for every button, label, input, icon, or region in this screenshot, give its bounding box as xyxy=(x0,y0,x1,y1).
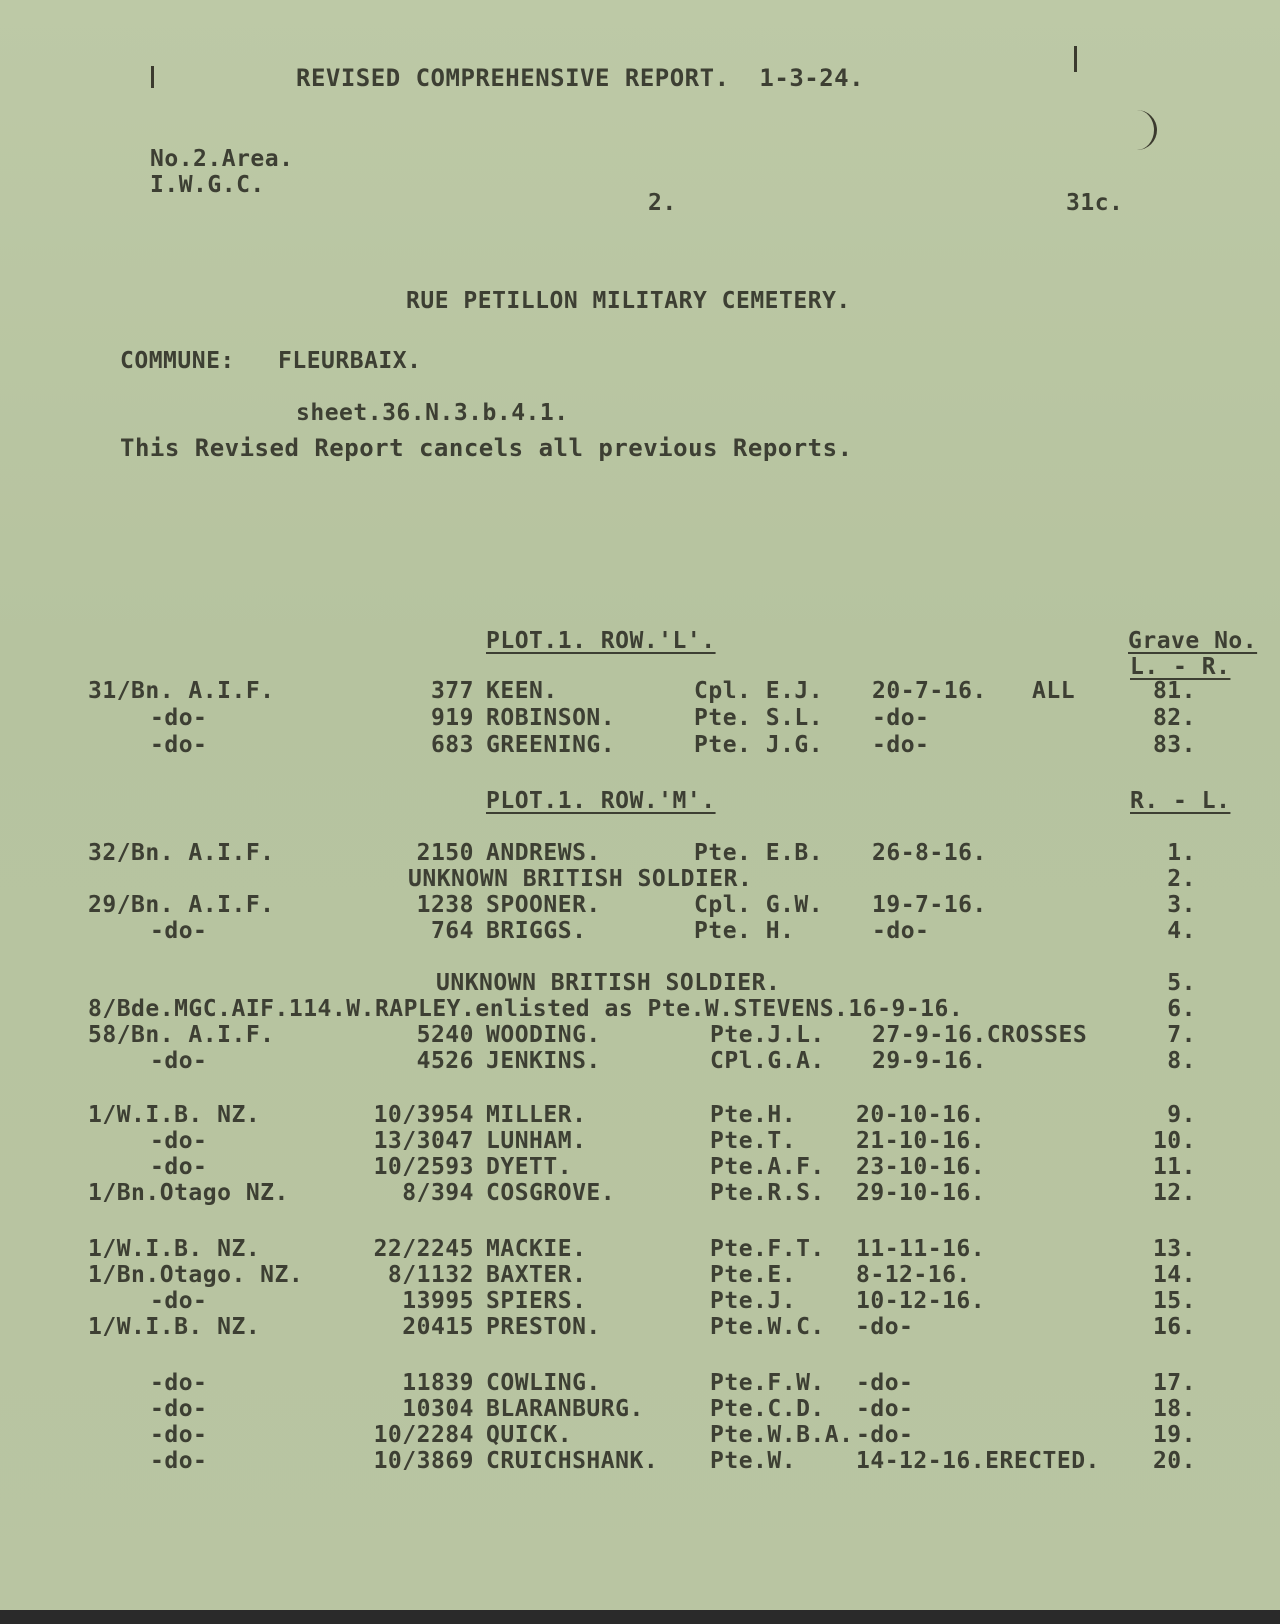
row-grave-number: 83. xyxy=(1152,732,1196,758)
row-grave-number: 19. xyxy=(1152,1422,1196,1448)
row-rank: Pte. E.B. xyxy=(694,840,824,866)
row-unit: 31/Bn. A.I.F. xyxy=(88,678,275,704)
row-rank: Pte.A.F. xyxy=(710,1154,825,1180)
row-service-number: 13/3047 xyxy=(373,1128,474,1154)
row-grave-number: 15. xyxy=(1152,1288,1196,1314)
row-note: ALL xyxy=(1032,678,1076,704)
row-grave-number: 17. xyxy=(1152,1370,1196,1396)
row-rank: Cpl. E.J. xyxy=(694,678,824,704)
row-date: 10-12-16. xyxy=(856,1288,986,1314)
pencil-mark xyxy=(1074,46,1077,72)
row-date: 14-12-16.ERECTED. xyxy=(856,1448,1100,1474)
sheet-reference: sheet.36.N.3.b.4.1. xyxy=(296,400,569,426)
row-name: COWLING. xyxy=(486,1370,601,1396)
row-date: 11-11-16. xyxy=(856,1236,986,1262)
row-rank: Pte.W. xyxy=(710,1448,797,1474)
row-rank: Cpl. G.W. xyxy=(694,892,824,918)
row-unit: 29/Bn. A.I.F. xyxy=(88,892,275,918)
row-service-number: 11839 xyxy=(402,1370,474,1396)
row-unit: -do- xyxy=(150,1422,208,1448)
order-r-l: R. - L. xyxy=(1130,788,1231,814)
row-service-number: 5240 xyxy=(416,1022,474,1048)
row-rank: Pte.F.T. xyxy=(710,1236,825,1262)
row-service-number: 377 xyxy=(430,678,474,704)
plot-row-l-heading: PLOT.1. ROW.'L'. xyxy=(486,628,716,654)
row-name: WOODING. xyxy=(486,1022,601,1048)
row-name: COSGROVE. xyxy=(486,1180,616,1206)
row-service-number: 20415 xyxy=(402,1314,474,1340)
row-name: SPIERS. xyxy=(486,1288,587,1314)
row-unit: -do- xyxy=(150,918,208,944)
row-unit: 1/Bn.Otago NZ. xyxy=(88,1180,289,1206)
row-service-number: 22/2245 xyxy=(373,1236,474,1262)
row-rank: CPl.G.A. xyxy=(710,1048,825,1074)
row-service-number: 13995 xyxy=(402,1288,474,1314)
plot-row-m-heading: PLOT.1. ROW.'M'. xyxy=(486,788,716,814)
row-unit: 1/Bn.Otago. NZ. xyxy=(88,1262,304,1288)
area-line2: I.W.G.C. xyxy=(150,172,265,198)
row-name: GREENING. xyxy=(486,732,616,758)
row-name: BAXTER. xyxy=(486,1262,587,1288)
row-grave-number: 5. xyxy=(1167,970,1196,996)
row-grave-number: 9. xyxy=(1167,1102,1196,1128)
row-service-number: 8/1132 xyxy=(387,1262,474,1288)
row-unit: -do- xyxy=(150,1154,208,1180)
row-grave-number: 1. xyxy=(1167,840,1196,866)
row-name: ROBINSON. xyxy=(486,705,616,731)
row-unit: -do- xyxy=(150,1448,208,1474)
row-grave-number: 20. xyxy=(1152,1448,1196,1474)
row-date: -do- xyxy=(856,1422,914,1448)
scan-edge xyxy=(0,1610,1280,1624)
row-unit: 1/W.I.B. NZ. xyxy=(88,1314,261,1340)
row-grave-number: 11. xyxy=(1152,1154,1196,1180)
area-line1: No.2.Area. xyxy=(150,146,294,172)
row-unknown-soldier: UNKNOWN BRITISH SOLDIER. xyxy=(436,970,781,996)
row-date: -do- xyxy=(872,705,930,731)
row-grave-number: 7. xyxy=(1167,1022,1196,1048)
row-name: BLARANBURG. xyxy=(486,1396,644,1422)
row-unit: -do- xyxy=(150,1048,208,1074)
row-grave-number: 14. xyxy=(1152,1262,1196,1288)
row-name: PRESTON. xyxy=(486,1314,601,1340)
row-date: 26-8-16. xyxy=(872,840,987,866)
row-service-number: 683 xyxy=(430,732,474,758)
row-rank: Pte.F.W. xyxy=(710,1370,825,1396)
row-name: BRIGGS. xyxy=(486,918,587,944)
row-name: ANDREWS. xyxy=(486,840,601,866)
row-unit: -do- xyxy=(150,705,208,731)
row-unit: -do- xyxy=(150,1370,208,1396)
row-grave-number: 10. xyxy=(1152,1128,1196,1154)
row-name: SPOONER. xyxy=(486,892,601,918)
row-rank: Pte.W.B.A. xyxy=(710,1422,854,1448)
row-name: MACKIE. xyxy=(486,1236,587,1262)
row-full-entry: 8/Bde.MGC.AIF.114.W.RAPLEY.enlisted as Pte.W.STEVENS.16-9-16. xyxy=(88,996,964,1022)
row-service-number: 10/3954 xyxy=(373,1102,474,1128)
row-date: 23-10-16. xyxy=(856,1154,986,1180)
row-grave-number: 4. xyxy=(1167,918,1196,944)
row-rank: Pte.H. xyxy=(710,1102,797,1128)
row-name: CRUICHSHANK. xyxy=(486,1448,659,1474)
row-rank: Pte. S.L. xyxy=(694,705,824,731)
pencil-mark xyxy=(151,66,154,88)
row-name: DYETT. xyxy=(486,1154,573,1180)
row-service-number: 919 xyxy=(430,705,474,731)
grave-number-header: Grave No. xyxy=(1128,628,1258,654)
commune-value: FLEURBAIX. xyxy=(278,348,422,374)
row-rank: Pte. H. xyxy=(694,918,795,944)
row-unit: -do- xyxy=(150,1288,208,1314)
reference-number: 31c. xyxy=(1066,190,1124,216)
row-unit: -do- xyxy=(150,1396,208,1422)
order-l-r: L. - R. xyxy=(1130,654,1231,680)
row-date: 19-7-16. xyxy=(872,892,987,918)
row-rank: Pte.T. xyxy=(710,1128,797,1154)
row-service-number: 10/2593 xyxy=(373,1154,474,1180)
row-date: -do- xyxy=(856,1370,914,1396)
row-rank: Pte.E. xyxy=(710,1262,797,1288)
row-grave-number: 6. xyxy=(1167,996,1196,1022)
row-grave-number: 3. xyxy=(1167,892,1196,918)
row-date: 29-10-16. xyxy=(856,1180,986,1206)
row-grave-number: 12. xyxy=(1152,1180,1196,1206)
row-date: 27-9-16.CROSSES xyxy=(872,1022,1088,1048)
row-rank: Pte. J.G. xyxy=(694,732,824,758)
row-service-number: 10/3869 xyxy=(373,1448,474,1474)
row-grave-number: 13. xyxy=(1152,1236,1196,1262)
row-unit: 1/W.I.B. NZ. xyxy=(88,1102,261,1128)
row-rank: Pte.J. xyxy=(710,1288,797,1314)
row-name: QUICK. xyxy=(486,1422,573,1448)
row-date: -do- xyxy=(856,1314,914,1340)
row-rank: Pte.R.S. xyxy=(710,1180,825,1206)
row-rank: Pte.C.D. xyxy=(710,1396,825,1422)
cemetery-name: RUE PETILLON MILITARY CEMETERY. xyxy=(406,288,851,314)
row-date: -do- xyxy=(872,918,930,944)
row-date: 20-7-16. xyxy=(872,678,987,704)
row-unknown-soldier: UNKNOWN BRITISH SOLDIER. xyxy=(408,866,753,892)
row-date: -do- xyxy=(856,1396,914,1422)
row-name: KEEN. xyxy=(486,678,558,704)
page-number: 2. xyxy=(648,190,677,216)
row-grave-number: 81. xyxy=(1152,678,1196,704)
row-date: 29-9-16. xyxy=(872,1048,987,1074)
row-date: 8-12-16. xyxy=(856,1262,971,1288)
row-date: 20-10-16. xyxy=(856,1102,986,1128)
row-unit: 1/W.I.B. NZ. xyxy=(88,1236,261,1262)
row-grave-number: 2. xyxy=(1167,866,1196,892)
row-service-number: 10304 xyxy=(402,1396,474,1422)
row-name: LUNHAM. xyxy=(486,1128,587,1154)
row-date: -do- xyxy=(872,732,930,758)
row-unit: -do- xyxy=(150,732,208,758)
bracket-mark xyxy=(1136,110,1157,150)
row-service-number: 4526 xyxy=(416,1048,474,1074)
report-title: REVISED COMPREHENSIVE REPORT. 1-3-24. xyxy=(296,64,865,92)
row-name: MILLER. xyxy=(486,1102,587,1128)
row-service-number: 764 xyxy=(430,918,474,944)
row-rank: Pte.J.L. xyxy=(710,1022,825,1048)
revision-notice: This Revised Report cancels all previous Reports. xyxy=(120,434,853,462)
row-service-number: 2150 xyxy=(416,840,474,866)
row-service-number: 1238 xyxy=(416,892,474,918)
row-rank: Pte.W.C. xyxy=(710,1314,825,1340)
row-unit: -do- xyxy=(150,1128,208,1154)
row-date: 21-10-16. xyxy=(856,1128,986,1154)
row-grave-number: 82. xyxy=(1152,705,1196,731)
row-unit: 58/Bn. A.I.F. xyxy=(88,1022,275,1048)
row-grave-number: 18. xyxy=(1152,1396,1196,1422)
row-name: JENKINS. xyxy=(486,1048,601,1074)
commune-label: COMMUNE: xyxy=(120,348,235,374)
row-service-number: 10/2284 xyxy=(373,1422,474,1448)
row-grave-number: 8. xyxy=(1167,1048,1196,1074)
row-unit: 32/Bn. A.I.F. xyxy=(88,840,275,866)
row-grave-number: 16. xyxy=(1152,1314,1196,1340)
row-service-number: 8/394 xyxy=(402,1180,474,1206)
